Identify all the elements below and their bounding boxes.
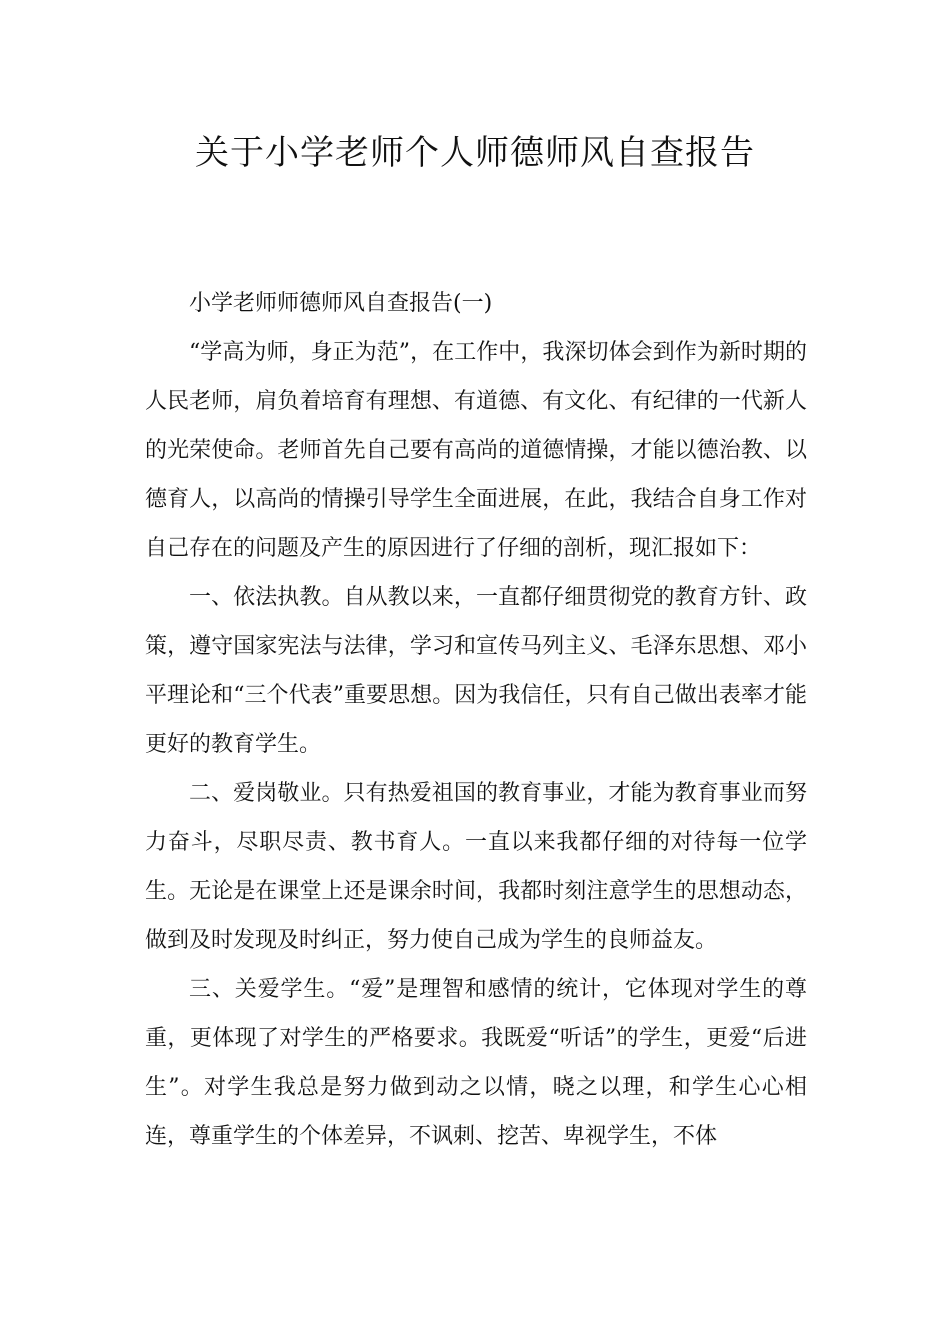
paragraph-dedication: 二、爱岗敬业。只有热爱祖国的教育事业，才能为教育事业而努力奋斗，尽职尽责、教书育人。一直以来我都仔细的对待每一位学生。无论是在课堂上还是课余时间，我都时刻注意学生的思想动态，做到及时发现及时纠正，努力使自己成为学生的良师益友。: [145, 781, 807, 953]
section-heading: 小学老师师德师风自查报告(一): [189, 291, 493, 316]
document-body: [145, 279, 807, 1161]
paragraph-intro: “学高为师，身正为范”，在工作中，我深切体会到作为新时期的人民老师，肩负着培育有理想、有道德、有文化、有纪律的一代新人的光荣使命。老师首先自己要有高尚的道德情操，才能以德治教、以德育人，以高尚的情操引导学生全面进展，在此，我结合自身工作对自己存在的问题及产生的原因进行了仔细的剖析，现汇报如下：: [145, 340, 807, 561]
document-title: 关于小学老师个人师德师风自查报告: [195, 133, 755, 173]
paragraph-caring-students: 三、关爱学生。“爱”是理智和感情的统计，它体现对学生的尊重，更体现了对学生的严格要求。我既爱“听话”的学生，更爱“后进生”。对学生我总是努力做到动之以情，晓之以理，和学生心心相连，尊重学生的个体差异，不讽刺、挖苦、卑视学生，不体: [145, 977, 807, 1149]
paragraph-law-teaching: 一、依法执教。自从教以来，一直都仔细贯彻党的教育方针、政策，遵守国家宪法与法律，学习和宣传马列主义、毛泽东思想、邓小平理论和“三个代表”重要思想。因为我信任，只有自己做出表率才能更好的教育学生。: [145, 585, 807, 757]
